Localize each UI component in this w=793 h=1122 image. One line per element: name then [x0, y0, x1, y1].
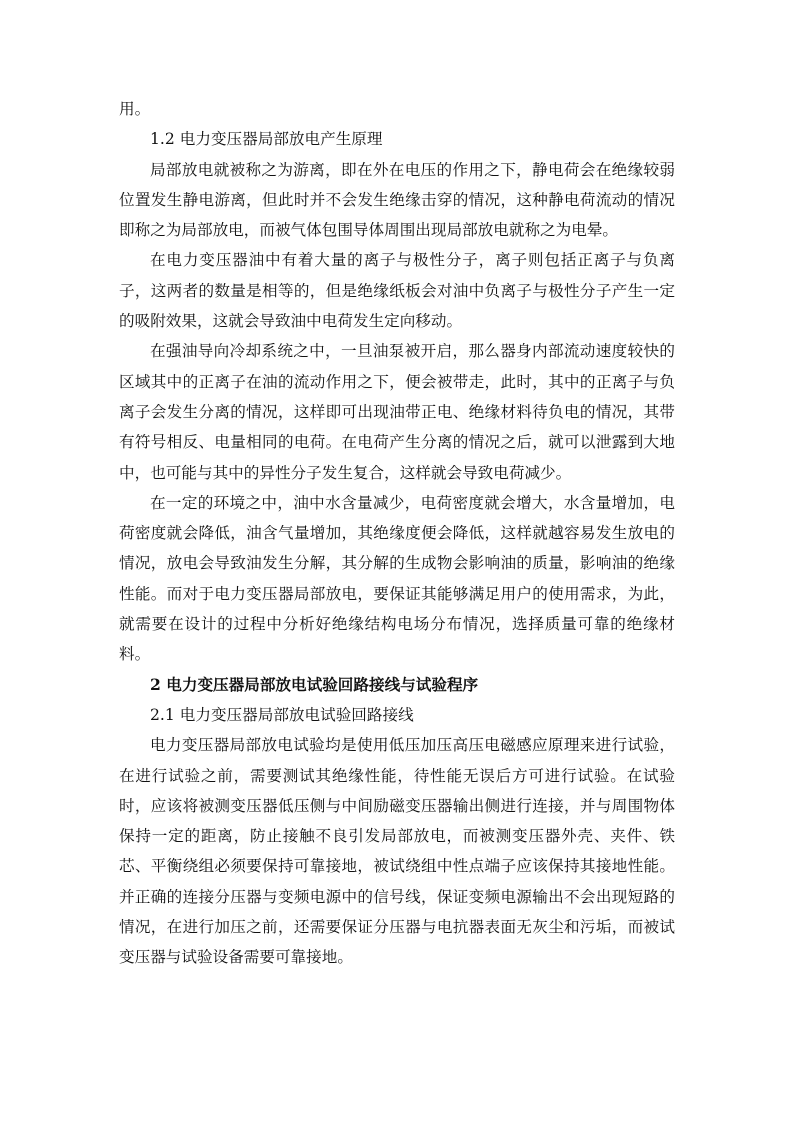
chapter-heading-2: 2 电力变压器局部放电试验回路接线与试验程序 — [150, 674, 479, 694]
section-heading-1-2: 1.2 电力变压器局部放电产生原理 — [150, 130, 383, 149]
body-paragraph: 电力变压器局部放电试验均是使用低压加压高压电磁感应原理来进行试验，在进行试验之前，需要测试其绝缘性能，待性能无误后方可进行试验。在试验时，应该将被测变压器低压侧与中间励磁变压器输出侧进行连接，并与周围物体保持一定的距离，防止接触不良引发局部放电，而被测变压器外壳、夹件、铁芯、平衡绕组必须要保持可靠接地，被试绕组中性点端子应该保持其接地性能。并正确的连接分压器与变频电源中的信号线，保证变频电源输出不会出现短路的情况，在进行加压之前，还需要保证分压器与电抗器表面无灰尘和污垢，而被试变压器与试验设备需要可靠接地。 — [119, 736, 675, 967]
body-paragraph: 用。 — [119, 100, 151, 118]
document-page — [119, 94, 675, 973]
section-heading-2-1: 2.1 电力变压器局部放电试验回路接线 — [150, 705, 414, 724]
body-paragraph: 在一定的环境之中，油中水含量减少，电荷密度就会增大，水含量增加，电荷密度就会降低，油含气量增加，其绝缘度便会降低，这样就越容易发生放电的情况，放电会导致油发生分解，其分解的生成物会影响油的质量，影响油的绝缘性能。而对于电力变压器局部放电，要保证其能够满足用户的使用需求，为此，就需要在设计的过程中分析好绝缘结构电场分布情况，选择质量可靠的绝缘材料。 — [119, 493, 675, 664]
body-paragraph: 局部放电就被称之为游离，即在外在电压的作用之下，静电荷会在绝缘较弱位置发生静电游离，但此时并不会发生绝缘击穿的情况，这种静电荷流动的情况即称之为局部放电，而被气体包围导体周围出现局部放电就称之为电晕。 — [119, 160, 675, 240]
body-paragraph: 在强油导向冷却系统之中，一旦油泵被开启，那么器身内部流动速度较快的区域其中的正离子在油的流动作用之下，便会被带走，此时，其中的正离子与负离子会发生分离的情况，这样即可出现油带正电、绝缘材料待负电的情况，其带有符号相反、电量相同的电荷。在电荷产生分离的情况之后，就可以泄露到大地中，也可能与其中的异性分子发生复合，这样就会导致电荷减少。 — [119, 342, 675, 482]
body-paragraph: 在电力变压器油中有着大量的离子与极性分子，离子则包括正离子与负离子，这两者的数量是相等的，但是绝缘纸板会对油中负离子与极性分子产生一定的吸附效果，这就会导致油中电荷发生定向移动。 — [119, 251, 675, 331]
